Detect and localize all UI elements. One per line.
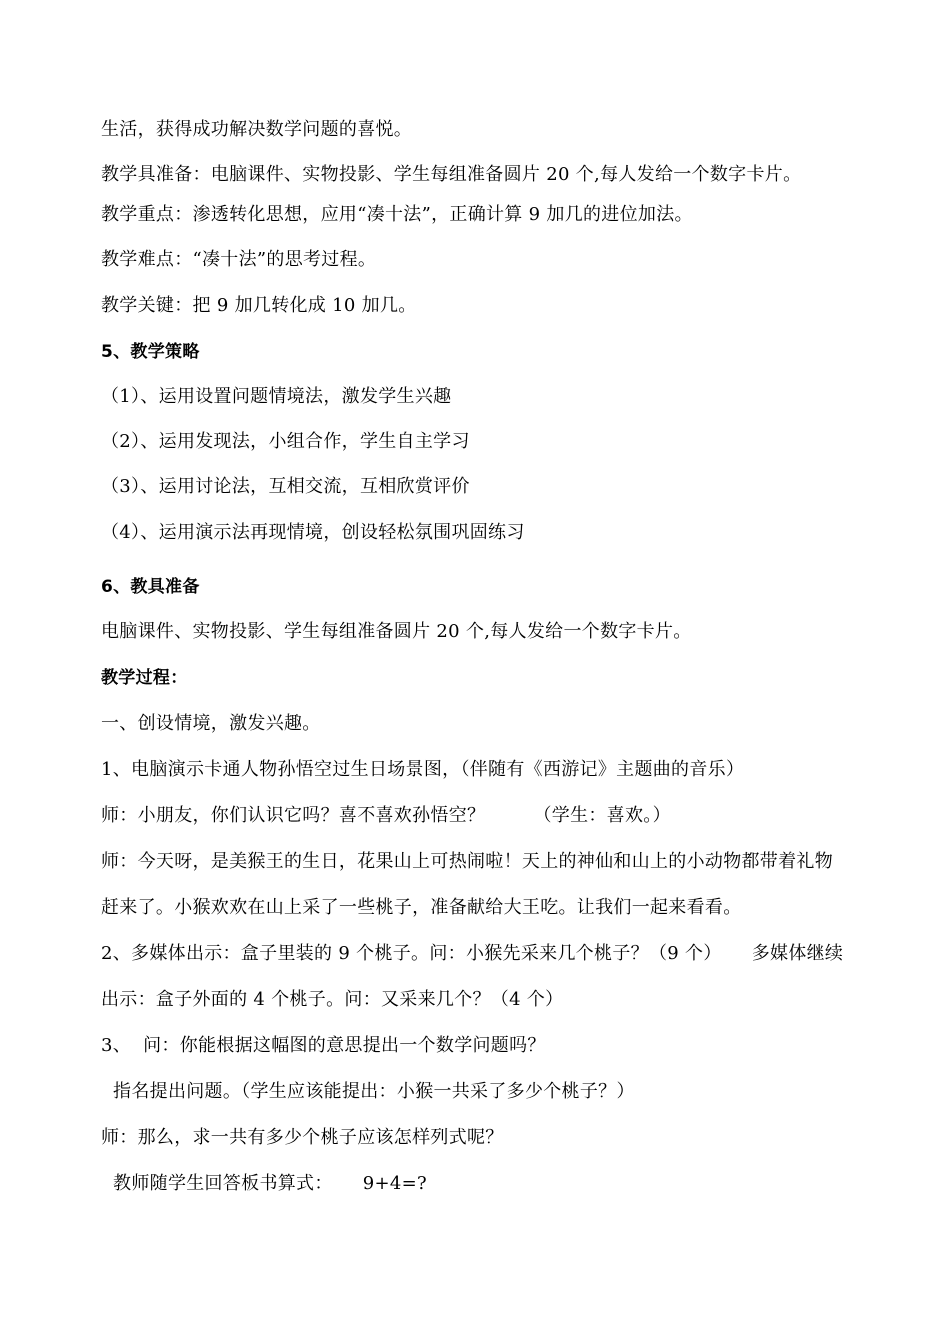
text-line: 师：今天呀，是美猴王的生日，花果山上可热闹啦！天上的神仙和山上的小动物都带着礼物 (101, 851, 833, 872)
text-line: 教学具准备：电脑课件、实物投影、学生每组准备圆片 20 个,每人发给一个数字卡片。 (101, 164, 802, 185)
list-item: （2）、运用发现法，小组合作，学生自主学习 (101, 431, 470, 452)
text-line: 教学关键：把 9 加几转化成 10 加几。 (101, 295, 417, 316)
list-item: （3）、运用讨论法，互相交流，互相欣赏评价 (101, 476, 470, 497)
text-line: 3、 问：你能根据这幅图的意思提出一个数学问题吗？ (101, 1035, 546, 1056)
text-line: 1、电脑演示卡通人物孙悟空过生日场景图，（伴随有《西游记》主题曲的音乐） (101, 759, 745, 780)
text-line: 指名提出问题。（学生应该能提出：小猴一共采了多少个桃子？） (101, 1081, 635, 1102)
text-line: 教学重点：渗透转化思想，应用“凑十法”，正确计算 9 加几的进位加法。 (101, 204, 693, 225)
text-line: 一、创设情境，激发兴趣。 (101, 713, 321, 734)
text-line: 出示：盒子外面的 4 个桃子。问：又采来几个？（4 个） (101, 989, 564, 1010)
text-line: 2、多媒体出示：盒子里装的 9 个桃子。问：小猴先采来几个桃子？（9 个） 多媒体继续 (101, 943, 844, 964)
text-line: 赶来了。小猴欢欢在山上采了一些桃子，准备献给大王吃。让我们一起来看看。 (101, 897, 742, 918)
section-heading: 教学过程： (101, 668, 188, 688)
list-item: （4）、运用演示法再现情境，创设轻松氛围巩固练习 (101, 522, 525, 543)
section-heading: 5、教学策略 (101, 342, 200, 362)
section-heading: 6、教具准备 (101, 577, 200, 597)
list-item: （1）、运用设置问题情境法，激发学生兴趣 (101, 386, 452, 407)
text-line: 电脑课件、实物投影、学生每组准备圆片 20 个,每人发给一个数字卡片。 (101, 621, 692, 642)
text-line: 教学难点：“凑十法”的思考过程。 (101, 249, 377, 270)
text-line: 教师随学生回答板书算式： 9+4=? (101, 1173, 427, 1194)
text-line: 师：小朋友，你们认识它吗？喜不喜欢孙悟空？ （学生：喜欢。） (101, 805, 671, 826)
text-line: 生活，获得成功解决数学问题的喜悦。 (101, 119, 413, 140)
text-line: 师：那么，求一共有多少个桃子应该怎样列式呢？ (101, 1127, 504, 1148)
